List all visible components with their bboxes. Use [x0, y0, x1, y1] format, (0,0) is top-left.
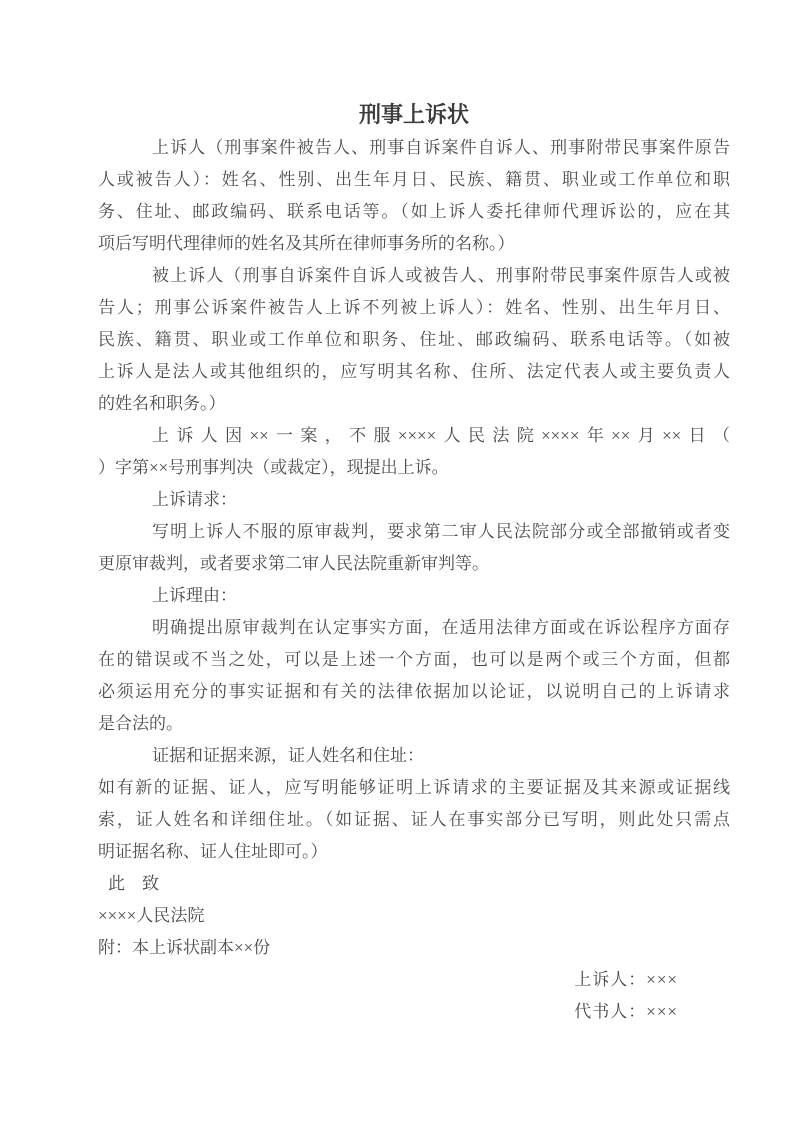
doc-line: 明证据名称、证人住址即可。）: [98, 842, 328, 861]
doc-line: 告人；刑事公诉案件被告人上诉不列被上诉人）：姓名、性别、出生年月日、: [98, 298, 730, 317]
request-heading: 上诉请求：: [152, 490, 237, 509]
closing-section: [98, 868, 730, 964]
doc-line: 上诉人（刑事案件被告人、刑事自诉案件自诉人、刑事附带民事案件原告: [152, 138, 730, 157]
doc-line: 明确提出原审裁判在认定事实方面，在适用法律方面或在诉讼程序方面存: [152, 618, 730, 637]
reason-section: [98, 580, 730, 740]
closing-attachment: 附：本上诉状副本××份: [98, 938, 271, 957]
case-statement-paragraph: [98, 420, 730, 484]
doc-line: ）字第××号刑事判决（或裁定），现提出上诉。: [98, 458, 449, 477]
doc-line: 上诉人是法人或其他组织的，应写明其名称、住所、法定代表人或主要负责人: [98, 362, 730, 381]
doc-line: 在的错误或不当之处，可以是上述一个方面，也可以是两个或三个方面，但都: [98, 650, 730, 669]
doc-line: 项后写明代理律师的姓名及其所在律师事务所的名称。）: [98, 234, 515, 253]
doc-line: 索，证人姓名和详细住址。（如证据、证人在事实部分已写明，则此处只需点: [98, 810, 730, 829]
doc-line: 必须运用充分的事实证据和有关的法律依据加以论证，以说明自己的上诉请求: [98, 682, 730, 701]
doc-line: 是合法的。: [98, 714, 183, 733]
evidence-section: [98, 740, 730, 868]
closing-court: ××××人民法院: [98, 906, 205, 925]
doc-line: 民族、籍贯、职业或工作单位和职务、住址、邮政编码、联系电话等。（如被: [98, 330, 730, 349]
doc-line: 更原审裁判，或者要求第二审人民法院重新审判等。: [98, 554, 489, 573]
evidence-heading: 证据和证据来源，证人姓名和住址：: [152, 746, 424, 765]
closing-salute: 此 致: [108, 874, 159, 893]
doc-line: 被上诉人（刑事自诉案件自诉人或被告人、刑事附带民事案件原告人或被: [152, 266, 730, 285]
request-section: [98, 484, 730, 580]
signature-section: [98, 964, 730, 1028]
doc-line: 人或被告人）：姓名、性别、出生年月日、民族、籍贯、职业或工作单位和职: [98, 170, 730, 189]
doc-line: 写明上诉人不服的原审裁判，要求第二审人民法院部分或全部撤销或者变: [152, 522, 730, 541]
doc-line: 上诉人因××一案，不服××××人民法院××××年××月××日（: [152, 426, 730, 445]
document-body: [98, 132, 730, 1028]
reason-heading: 上诉理由：: [152, 586, 237, 605]
signature-scribe: 代书人：×××: [574, 1002, 678, 1021]
doc-line: 的姓名和职务。）: [98, 394, 226, 413]
signature-appellant: 上诉人：×××: [574, 970, 678, 989]
doc-line: 务、住址、邮政编码、联系电话等。（如上诉人委托律师代理诉讼的，应在其: [98, 202, 730, 221]
document-title: 刑事上诉状: [358, 102, 469, 127]
appellee-intro-paragraph: [98, 260, 730, 420]
appellant-intro-paragraph: [98, 132, 730, 260]
doc-line: 如有新的证据、证人，应写明能够证明上诉请求的主要证据及其来源或证据线: [98, 778, 730, 797]
